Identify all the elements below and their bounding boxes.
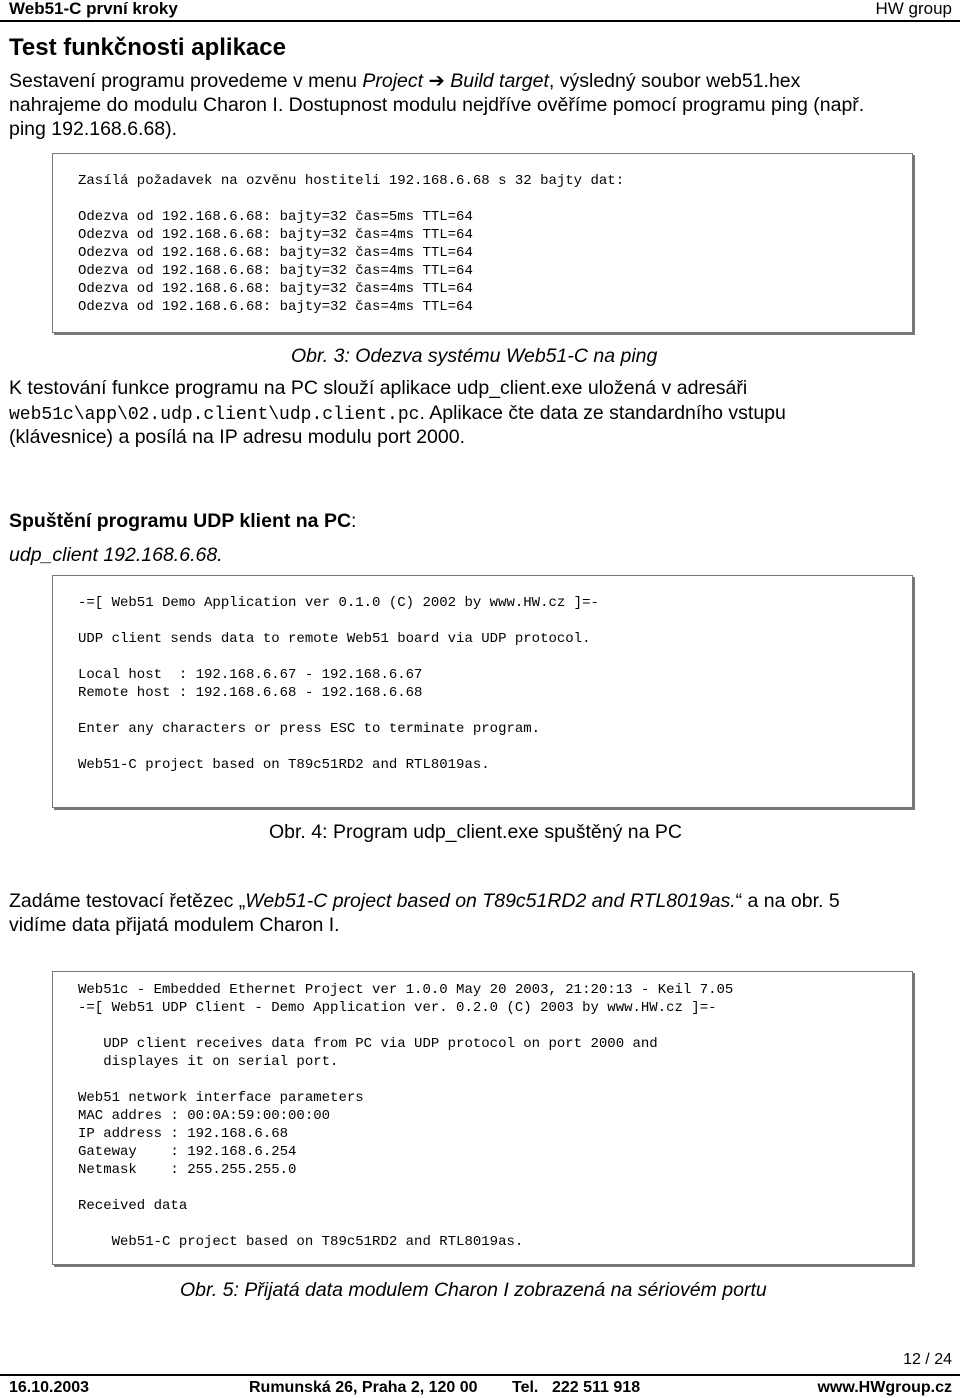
udp-line: UDP client sends data to remote Web51 board via UDP protocol.: [78, 631, 591, 647]
intro-line-2: nahrajeme do modulu Charon I. Dostupnost modulu nejdříve ověříme pomocí programu ping (např.: [9, 94, 865, 116]
udp-line: [78, 648, 599, 666]
serial-line: Netmask : 255.255.255.0: [78, 1162, 297, 1178]
serial-line: Web51-C project based on T89c51RD2 and RTL8019as.: [78, 1234, 524, 1250]
entry-line-2: vidíme data přijatá modulem Charon I.: [9, 914, 340, 936]
figure-caption-4: Obr. 4: Program udp_client.exe spuštěný na PC: [269, 821, 682, 843]
udp-line: Web51-C project based on T89c51RD2 and RTL8019as.: [78, 757, 490, 773]
serial-line: [78, 1215, 733, 1233]
ping-output-box: [52, 153, 913, 333]
serial-line: -=[ Web51 UDP Client - Demo Application ver. 0.2.0 (C) 2003 by www.HW.cz ]=-: [78, 1000, 717, 1016]
ping-output: [78, 172, 624, 316]
udp-line: [78, 612, 599, 630]
serial-port-output: [78, 981, 733, 1251]
udp-line: -=[ Web51 Demo Application ver 0.1.0 (C) 2002 by www.HW.cz ]=-: [78, 595, 599, 611]
section-title: Test funkčnosti aplikace: [9, 34, 286, 61]
serial-line: Received data: [78, 1198, 188, 1214]
serial-port-output-box: [52, 971, 913, 1265]
serial-line: Web51 network interface parameters: [78, 1090, 364, 1106]
footer-date: 16.10.2003: [9, 1379, 90, 1396]
udp-client-output: [78, 594, 599, 774]
serial-line: UDP client receives data from PC via UDP protocol on port 2000 and: [78, 1036, 658, 1052]
header-divider: [0, 20, 960, 22]
footer-tel: 222 511 918: [552, 1379, 641, 1396]
serial-line: MAC addres : 00:0A:59:00:00:00: [78, 1108, 331, 1124]
ping-line: Odezva od 192.168.6.68: bajty=32 čas=4ms TTL=64: [78, 299, 473, 315]
serial-line: Web51c - Embedded Ethernet Project ver 1.0.0 May 20 2003, 21:20:13 - Keil 7.05: [78, 982, 734, 998]
figure-caption-5: Obr. 5: Přijatá data modulem Charon I zobrazená na sériovém portu: [180, 1279, 767, 1301]
menu-build-target: Build target: [450, 70, 549, 92]
footer-address: Rumunská 26, Praha 2, 120 00: [249, 1379, 478, 1396]
ping-line: Odezva od 192.168.6.68: bajty=32 čas=4ms TTL=64: [78, 227, 473, 243]
command-line: udp_client 192.168.6.68.: [9, 544, 223, 566]
serial-line: [78, 1017, 733, 1035]
testing-line-1: K testování funkce programu na PC slouží aplikace udp_client.exe uložená v adresáři: [9, 377, 748, 399]
footer-tel-label: Tel.: [512, 1379, 539, 1396]
serial-line: displayes it on serial port.: [78, 1054, 339, 1070]
ping-line: Odezva od 192.168.6.68: bajty=32 čas=4ms TTL=64: [78, 263, 473, 279]
menu-project: Project: [362, 70, 424, 92]
footer-website[interactable]: www.HWgroup.cz: [817, 1379, 952, 1396]
serial-line: Gateway : 192.168.6.254: [78, 1144, 297, 1160]
udp-line: Enter any characters or press ESC to terminate program.: [78, 721, 541, 737]
ping-line: Odezva od 192.168.6.68: bajty=32 čas=4ms TTL=64: [78, 245, 473, 261]
ping-line: Odezva od 192.168.6.68: bajty=32 čas=5ms TTL=64: [78, 209, 473, 225]
udp-line: Local host : 192.168.6.67 - 192.168.6.67: [78, 667, 423, 683]
ping-line: Zasílá požadavek na ozvěnu hostiteli 192.168.6.68 s 32 bajty dat:: [78, 173, 625, 189]
udp-line: [78, 738, 599, 756]
udp-line: Remote host : 192.168.6.68 - 192.168.6.68: [78, 685, 423, 701]
app-path: web51c\app\02.udp.client\udp.client.pc: [9, 405, 420, 425]
serial-line: IP address : 192.168.6.68: [78, 1126, 289, 1142]
footer-divider: [0, 1374, 960, 1376]
udp-line: [78, 702, 599, 720]
ping-line: Odezva od 192.168.6.68: bajty=32 čas=4ms TTL=64: [78, 281, 473, 297]
entry-line-1: Zadáme testovací řetězec „Web51-C project based on T89c51RD2 and RTL8019as.“ a na obr. 5: [9, 890, 840, 912]
serial-line: [78, 1179, 733, 1197]
udp-client-output-box: [52, 575, 913, 808]
ping-line: [78, 190, 624, 208]
header-company: HW group: [875, 0, 952, 18]
section-subtitle: Spuštění programu UDP klient na PC:: [9, 510, 357, 532]
testing-line-3: (klávesnice) a posílá na IP adresu modulu port 2000.: [9, 426, 465, 448]
intro-line-3: ping 192.168.6.68).: [9, 118, 178, 140]
figure-caption-3: Obr. 3: Odezva systému Web51-C na ping: [291, 345, 658, 367]
serial-line: [78, 1071, 733, 1089]
page-number: 12 / 24: [903, 1351, 952, 1368]
test-string: Web51-C project based on T89c51RD2 and RTL8019as.: [245, 890, 736, 912]
arrow-right-icon: ➔: [428, 69, 445, 92]
testing-line-2: web51c\app\02.udp.client\udp.client.pc. Aplikace čte data ze standardního vstupu: [9, 402, 786, 425]
header-title: Web51-C první kroky: [9, 0, 178, 18]
intro-line-1: Sestavení programu provedeme v menu Project ➔ Build target, výsledný soubor web51.hex: [9, 69, 801, 92]
